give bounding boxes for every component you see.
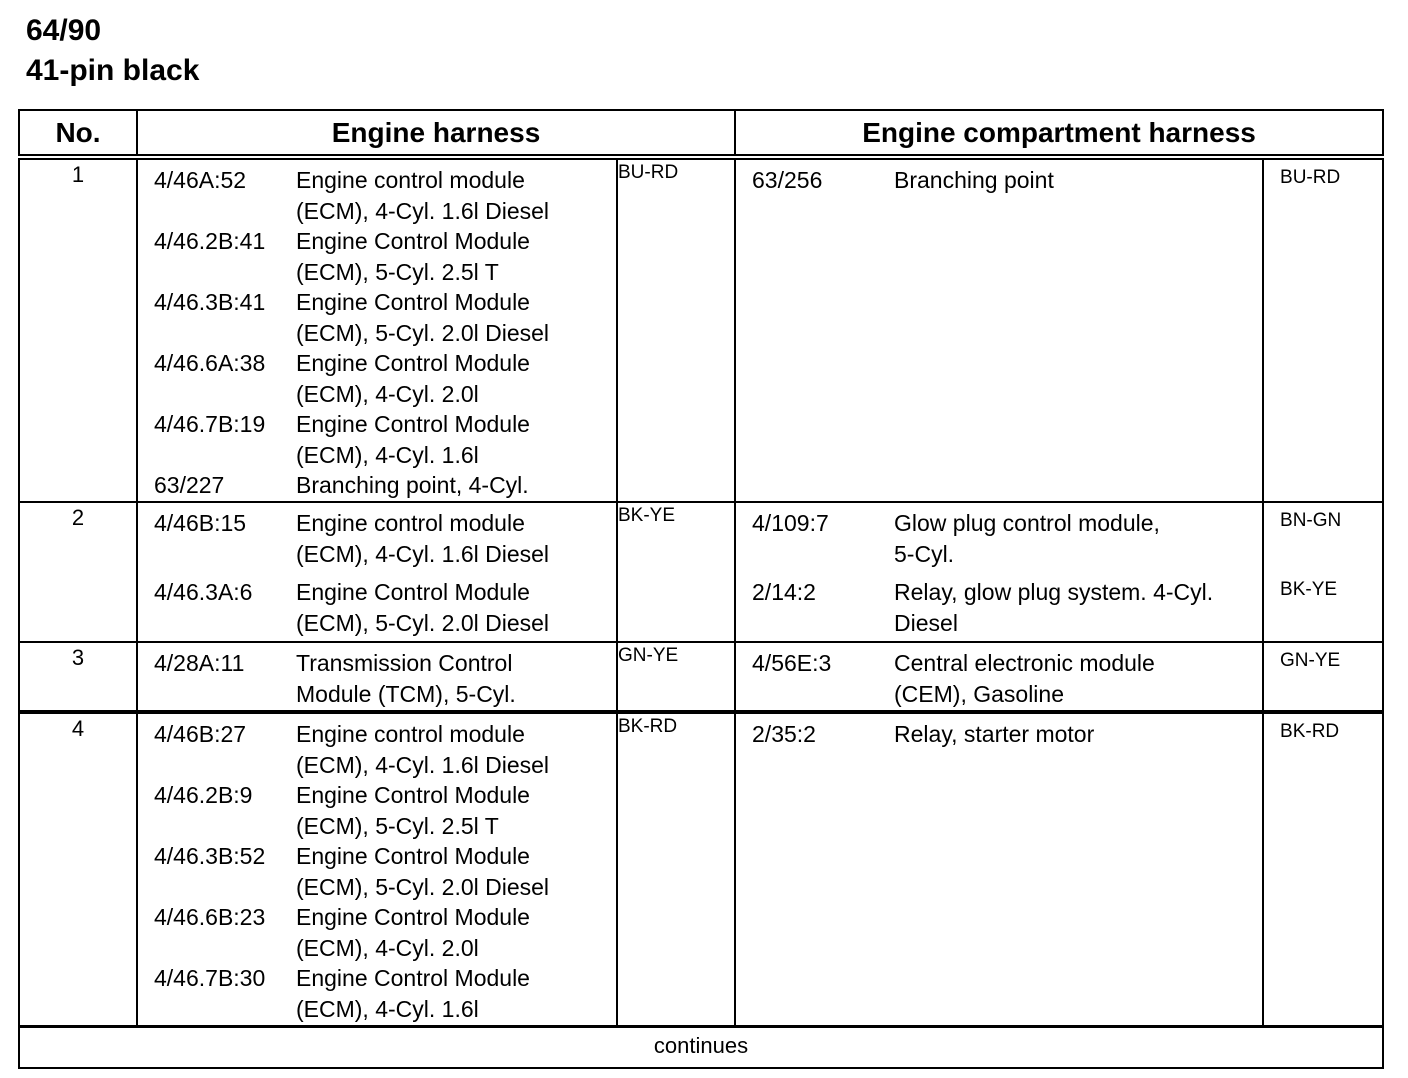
component-code: 4/46.7B:19: [154, 411, 266, 437]
engine-entry: [154, 409, 612, 470]
table-row: [19, 712, 1383, 1027]
component-code: 4/46.3A:6: [154, 579, 253, 605]
wire-color: BU-RD: [1280, 167, 1341, 188]
compartment-entry: [752, 648, 1258, 709]
component-code: 4/46.7B:30: [154, 965, 266, 991]
description-line: Relay, starter motor: [894, 721, 1095, 747]
compartment-entry: [752, 508, 1258, 569]
table-body: [19, 157, 1383, 1027]
engine-entry: [154, 648, 612, 709]
component-description: [894, 648, 1258, 709]
component-description: [296, 409, 612, 470]
engine-entry: [154, 719, 612, 780]
component-description: [296, 287, 612, 348]
description-line: (ECM), 4-Cyl. 1.6l: [296, 995, 479, 1022]
engine-entry: [154, 902, 612, 963]
component-description: [296, 963, 612, 1024]
component-code: 4/46.3B:52: [154, 843, 266, 869]
engine-entry: [154, 577, 612, 638]
component-description: [296, 780, 612, 841]
description-line: (ECM), 5-Cyl. 2.0l Diesel: [296, 319, 550, 346]
component-code: 2/14:2: [752, 579, 816, 605]
description-line: Glow plug control module,: [894, 510, 1160, 536]
component-code: 63/256: [752, 167, 823, 193]
description-line: (ECM), 4-Cyl. 1.6l: [296, 441, 479, 468]
component-description: [894, 165, 1258, 196]
component-description: [894, 719, 1258, 750]
description-line: Engine Control Module: [296, 350, 530, 376]
engine-entry: [154, 780, 612, 841]
component-description: [894, 577, 1258, 638]
engine-harness-cell: [137, 502, 617, 642]
engine-harness-cell: [137, 157, 617, 502]
engine-entry: [154, 841, 612, 902]
component-code: 63/227: [154, 472, 225, 498]
component-description: [296, 165, 612, 226]
table-row: [19, 157, 1383, 502]
component-code: 4/109:7: [752, 510, 829, 536]
description-line: Engine Control Module: [296, 782, 530, 808]
description-line: (ECM), 4-Cyl. 2.0l: [296, 380, 479, 407]
table-row: [19, 642, 1383, 712]
wire-color: BK-YE: [1280, 579, 1338, 600]
description-line: Engine control module: [296, 167, 525, 193]
description-line: Engine Control Module: [296, 228, 530, 254]
component-description: [296, 719, 612, 780]
wire-color-cell: [1263, 157, 1383, 502]
connector-number: 64/90: [26, 14, 102, 47]
engine-harness-cell: [137, 712, 617, 1027]
component-description: [296, 348, 612, 409]
component-code: 4/46B:15: [154, 510, 247, 536]
description-line: 5-Cyl.: [894, 540, 955, 567]
component-description: [296, 841, 612, 902]
wire-color-cell: [1263, 712, 1383, 1027]
compartment-harness-cell: [735, 642, 1263, 712]
component-code: 4/46B:27: [154, 721, 247, 747]
pin-number: 3: [19, 642, 137, 712]
component-description: [296, 470, 612, 501]
description-line: Engine Control Module: [296, 411, 530, 437]
component-code: 4/46.3B:41: [154, 289, 266, 315]
description-line: (ECM), 4-Cyl. 2.0l: [296, 934, 479, 961]
description-line: Engine control module: [296, 721, 525, 747]
component-description: [894, 508, 1258, 569]
description-line: Relay, glow plug system. 4-Cyl.: [894, 579, 1214, 605]
component-code: 4/28A:11: [154, 650, 245, 676]
wire-color: BK-RD: [1280, 721, 1340, 742]
description-line: (ECM), 5-Cyl. 2.0l Diesel: [296, 873, 550, 900]
description-line: Engine control module: [296, 510, 525, 536]
component-description: [296, 577, 612, 638]
column-header-engine-harness: Engine harness: [137, 110, 735, 157]
component-code: 4/46.6B:23: [154, 904, 266, 930]
compartment-entry: [752, 577, 1258, 638]
description-line: (ECM), 4-Cyl. 1.6l Diesel: [296, 540, 550, 567]
component-code: 4/46.6A:38: [154, 350, 266, 376]
component-code: 2/35:2: [752, 721, 816, 747]
component-description: [296, 508, 612, 569]
description-line: (ECM), 5-Cyl. 2.5l T: [296, 258, 499, 285]
description-line: Engine Control Module: [296, 579, 530, 605]
component-code: 4/56E:3: [752, 650, 832, 676]
engine-entry: [154, 470, 612, 501]
description-line: Engine Control Module: [296, 843, 530, 869]
column-header-no: No.: [19, 110, 137, 157]
component-code: 4/46.2B:9: [154, 782, 253, 808]
description-line: (ECM), 5-Cyl. 2.5l T: [296, 812, 499, 839]
description-line: (CEM), Gasoline: [894, 680, 1064, 707]
engine-entry: [154, 287, 612, 348]
component-code: 4/46.2B:41: [154, 228, 266, 254]
description-line: Central electronic module: [894, 650, 1155, 676]
table-footer-row: [19, 1027, 1383, 1069]
wire-color-cell: [1263, 642, 1383, 712]
wire-color: BK-YE: [617, 502, 735, 642]
description-line: (ECM), 4-Cyl. 1.6l Diesel: [296, 197, 550, 224]
component-description: [296, 648, 612, 709]
table-row: [19, 502, 1383, 642]
compartment-entry: [752, 165, 1258, 196]
description-line: Engine Control Module: [296, 904, 530, 930]
description-line: Branching point, 4-Cyl.: [296, 472, 529, 498]
continues-note: continues: [19, 1027, 1383, 1069]
pin-number: 4: [19, 712, 137, 1027]
description-line: (ECM), 5-Cyl. 2.0l Diesel: [296, 609, 550, 636]
description-line: Branching point: [894, 167, 1054, 193]
pin-number: 1: [19, 157, 137, 502]
table-header-row: [19, 110, 1383, 157]
engine-entry: [154, 165, 612, 226]
component-description: [296, 902, 612, 963]
wire-color: GN-YE: [617, 642, 735, 712]
wire-color: BU-RD: [617, 157, 735, 502]
engine-entry: [154, 226, 612, 287]
connector-description: 41-pin black: [26, 54, 200, 87]
compartment-harness-cell: [735, 157, 1263, 502]
wire-color: BN-GN: [1280, 510, 1342, 531]
description-line: Module (TCM), 5-Cyl.: [296, 680, 516, 707]
description-line: Diesel: [894, 609, 958, 636]
wire-color: BK-RD: [617, 712, 735, 1027]
engine-harness-cell: [137, 642, 617, 712]
description-line: (ECM), 4-Cyl. 1.6l Diesel: [296, 751, 550, 778]
pin-number: 2: [19, 502, 137, 642]
description-line: Engine Control Module: [296, 289, 530, 315]
compartment-harness-cell: [735, 502, 1263, 642]
pin-table: [18, 109, 1384, 1069]
compartment-harness-cell: [735, 712, 1263, 1027]
description-line: Engine Control Module: [296, 965, 530, 991]
component-description: [296, 226, 612, 287]
engine-entry: [154, 508, 612, 569]
wire-color-cell: [1263, 502, 1383, 642]
compartment-entry: [752, 719, 1258, 750]
component-code: 4/46A:52: [154, 167, 247, 193]
description-line: Transmission Control: [296, 650, 513, 676]
wire-color: GN-YE: [1280, 650, 1341, 671]
engine-entry: [154, 963, 612, 1024]
engine-entry: [154, 348, 612, 409]
column-header-engine-compartment-harness: Engine compartment harness: [735, 110, 1383, 157]
